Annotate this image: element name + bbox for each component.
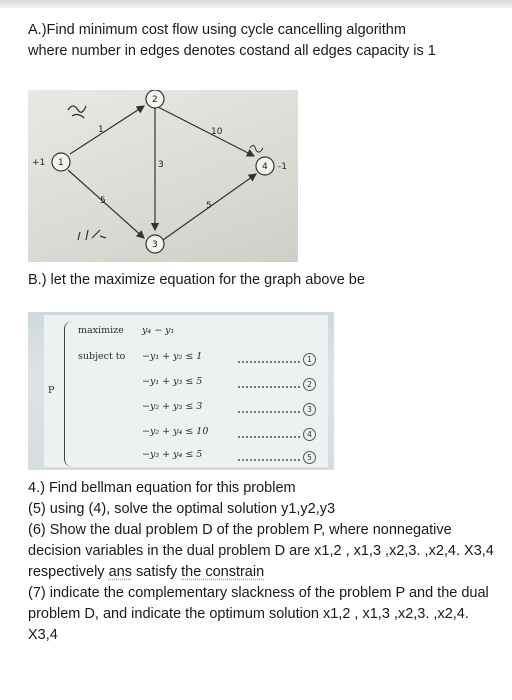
lp-constraint-3: −y₂ + y₃ ≤ 3 (142, 401, 203, 412)
handwritten-mark (250, 145, 263, 152)
question-4-text: 4.) Find bellman equation for this problem (28, 480, 296, 496)
edge-1-2 (70, 106, 144, 154)
question-5-text: (5) using (4), solve the optimal solution y1,y2,y3 (28, 501, 336, 517)
lp-brace (64, 321, 73, 467)
edge-cost-1-3: 5 (100, 196, 106, 206)
lp-dots-1 (238, 361, 300, 363)
question-a-text: A.)Find minimum cost flow using cycle cancelling algorithm where number in edges denotes costand all edges capacity is 1 (28, 22, 436, 59)
question-6-part-c: satisfy (131, 564, 182, 580)
lp-dots-5 (238, 459, 300, 461)
lp-constraint-number-5: 5 (303, 451, 316, 464)
lp-constraint-number-4: 4 (303, 428, 316, 441)
handwritten-scribble (68, 106, 86, 118)
supply-left-label: +1 (32, 158, 46, 168)
lp-constraint-5: −y₃ + y₄ ≤ 5 (142, 449, 203, 460)
question-6-part-a: (6) Show the dual problem D of the problem P, where nonnegative decision variables in the dual problem D are x1,2 , x1,3 ,x2,3. ,x2,4. X3,4 respectively (28, 522, 494, 580)
edge-cost-2-3: 3 (158, 160, 164, 170)
lp-objective: y₄ − y₁ (142, 325, 175, 336)
lp-dots-3 (238, 411, 300, 413)
handwritten-mark-bottom (78, 230, 106, 240)
network-graph (28, 90, 298, 262)
question-7-text: (7) indicate the complementary slackness of the problem P and the dual problem D, and indicate the optimum solution x1,2 , x1,3 ,x2,3. ,x2,4. X3,4 (28, 585, 489, 643)
lp-constraint-number-3: 3 (303, 403, 316, 416)
question-6-text (28, 520, 498, 583)
supply-right-label: -1 (278, 162, 287, 172)
edge-cost-1-2: 1 (98, 125, 104, 135)
questions-block (28, 478, 498, 646)
question-b-text: B.) let the maximize equation for the graph above be (28, 272, 365, 288)
lp-p-label: P (48, 385, 55, 396)
lp-constraint-1: −y₁ + y₂ ≤ 1 (142, 351, 203, 362)
edge-cost-2-4: 10 (211, 127, 223, 137)
edge-cost-3-4: 5 (206, 201, 212, 211)
lp-maximize-word: maximize (78, 325, 124, 336)
graph-photo (28, 90, 298, 262)
question-6-ans-word: ans (108, 564, 132, 580)
edge-2-4 (156, 106, 254, 156)
lp-constraint-number-1: 1 (303, 353, 316, 366)
node-2-label: 2 (152, 95, 158, 105)
lp-constraint-number-2: 2 (303, 378, 316, 391)
node-3-label: 3 (152, 240, 158, 250)
lp-dots-2 (238, 386, 300, 388)
lp-constraint-2: −y₁ + y₃ ≤ 5 (142, 376, 203, 387)
node-4-label: 4 (262, 162, 268, 172)
lp-dots-4 (238, 436, 300, 438)
question-6-constrain-word: the constrain (181, 564, 265, 580)
lp-photo (28, 312, 334, 470)
lp-paper (44, 315, 328, 467)
lp-constraint-4: −y₂ + y₄ ≤ 10 (142, 426, 209, 437)
top-shadow-bar (0, 0, 512, 8)
edge-1-3 (68, 170, 144, 238)
node-1-label: 1 (58, 158, 64, 168)
lp-subject-to-word: subject to (78, 351, 126, 362)
